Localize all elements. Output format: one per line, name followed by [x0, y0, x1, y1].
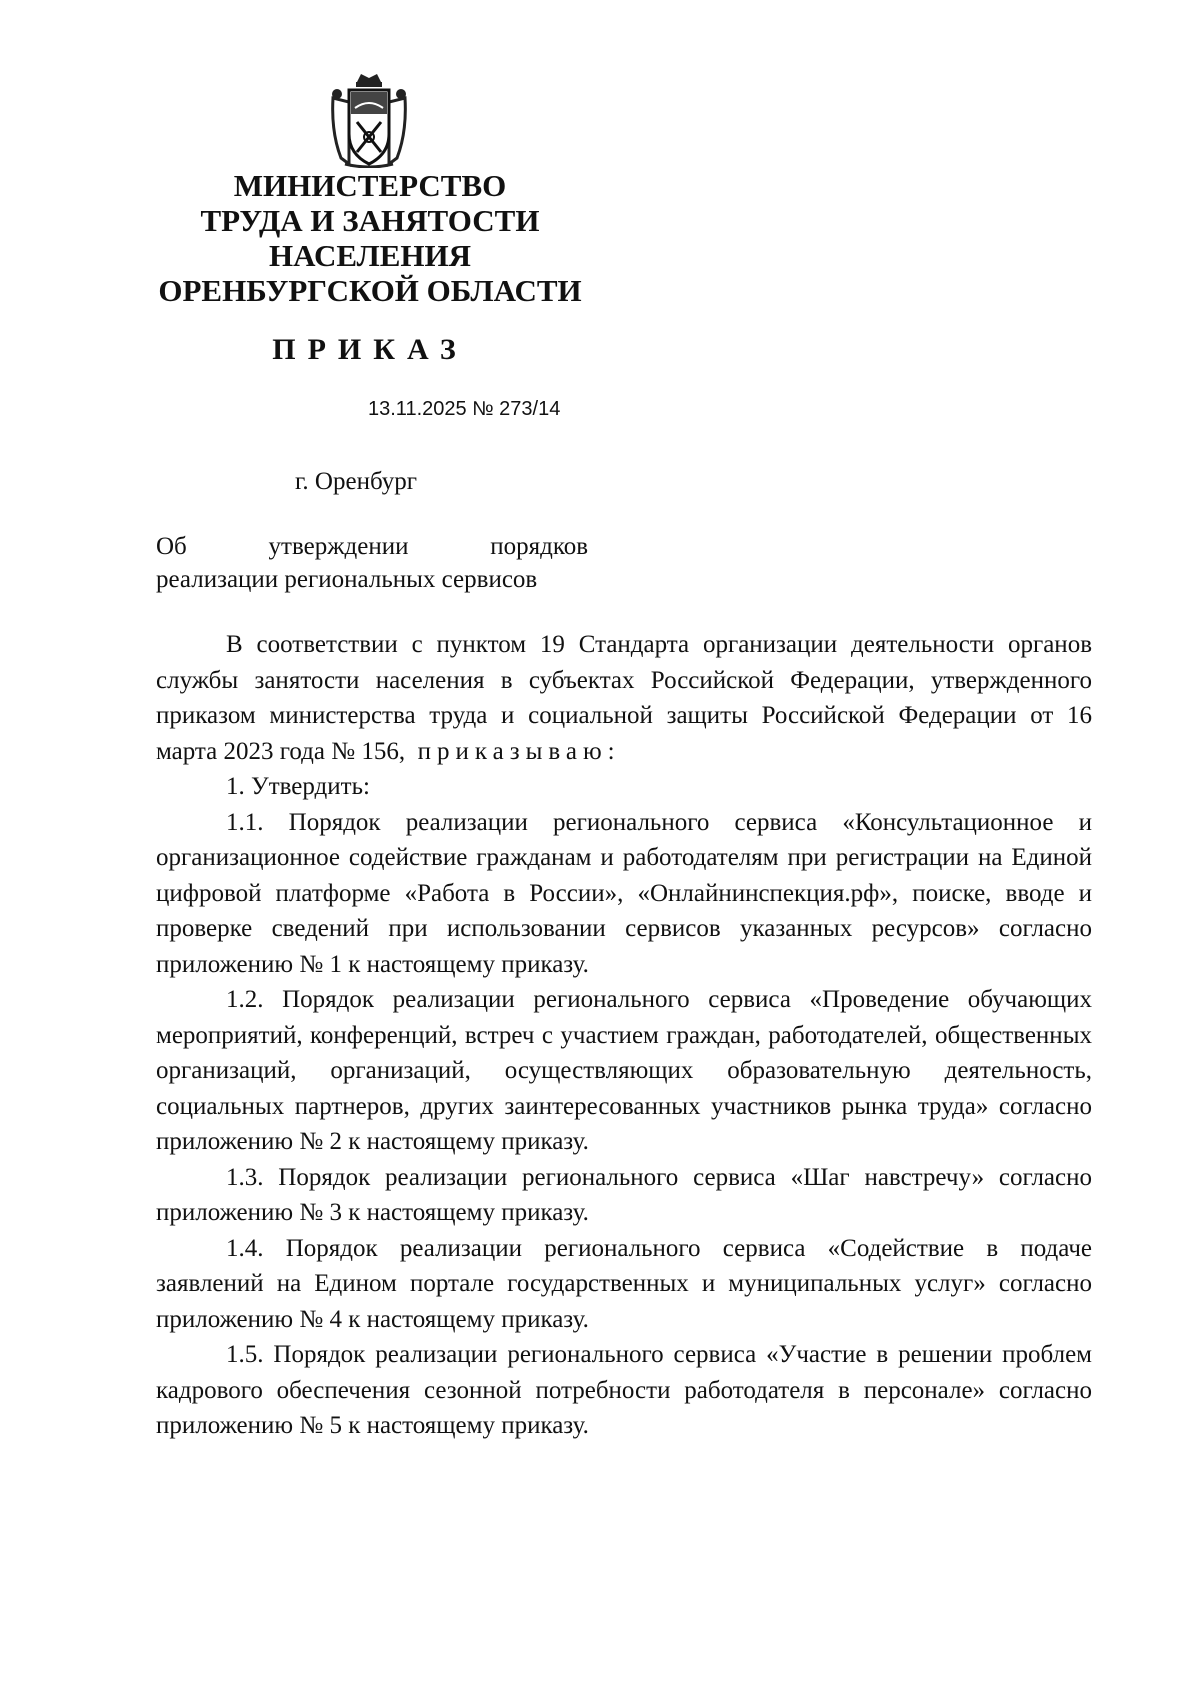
item-1-4: 1.4. Порядок реализации регионального сервиса «Содействие в подаче заявлений на Едином портале государственных и муниципальных услуг» согласно приложению № 4 к настоящему приказу. — [156, 1234, 1092, 1333]
document-body — [156, 627, 1092, 1444]
item-1-5: 1.5. Порядок реализации регионального сервиса «Участие в решении проблем кадрового обеспечения сезонной потребности работодателя в персонале» согласно приложению № 5 к настоящему приказу. — [156, 1341, 1092, 1439]
item-1-1: 1.1. Порядок реализации регионального сервиса «Консультационное и организационное содействие гражданам и работодателям при регистрации на Единой цифровой платформе «Работа в России», «Онлайнинспекция.рф», поиске, вводе и проверке сведений при использовании сервисов указанных ресурсов» согласно приложению № 1 к настоящему приказу. — [156, 808, 1092, 978]
document-subject — [156, 530, 588, 596]
organization-name — [130, 168, 610, 308]
document-city: г. Оренбург — [295, 468, 417, 495]
coat-of-arms-emblem — [329, 72, 409, 168]
org-line: ТРУДА И ЗАНЯТОСТИ — [200, 203, 540, 238]
preamble-text: В соответствии с пунктом 19 Стандарта организации деятельности органов службы занятости населения в субъектах Российской Федерации, утвержденного приказом министерства труда и социальной защиты Российской Федерации от 16 марта 2023 года № 156, — [156, 631, 1092, 765]
preamble-action: приказываю: — [417, 737, 621, 765]
preamble-paragraph — [156, 627, 1092, 769]
subject-line: реализации региональных сервисов — [156, 566, 538, 593]
item-1-2: 1.2. Порядок реализации регионального сервиса «Проведение обучающих мероприятий, конференций, встреч с участием граждан, работодателей, общественных организаций, организаций, осуществляющих образовательную деятельность, социальных партнеров, других заинтересованных участников рынка труда» согласно приложению № 2 к настоящему приказу. — [156, 986, 1092, 1155]
subject-word: утверждении — [268, 533, 409, 560]
item-1-3: 1.3. Порядок реализации регионального сервиса «Шаг навстречу» согласно приложению № 3 к настоящему приказу. — [156, 1163, 1092, 1226]
item-1: 1. Утвердить: — [226, 773, 370, 800]
document-date-number: 13.11.2025 № 273/14 — [368, 398, 561, 420]
subject-word: порядков — [490, 533, 588, 560]
document-type: ПРИКАЗ — [272, 333, 468, 366]
org-line: МИНИСТЕРСТВО — [233, 168, 507, 203]
subject-word: Об — [156, 533, 187, 560]
org-line: ОРЕНБУРГСКОЙ ОБЛАСТИ — [158, 273, 582, 308]
org-line: НАСЕЛЕНИЯ — [269, 238, 471, 273]
